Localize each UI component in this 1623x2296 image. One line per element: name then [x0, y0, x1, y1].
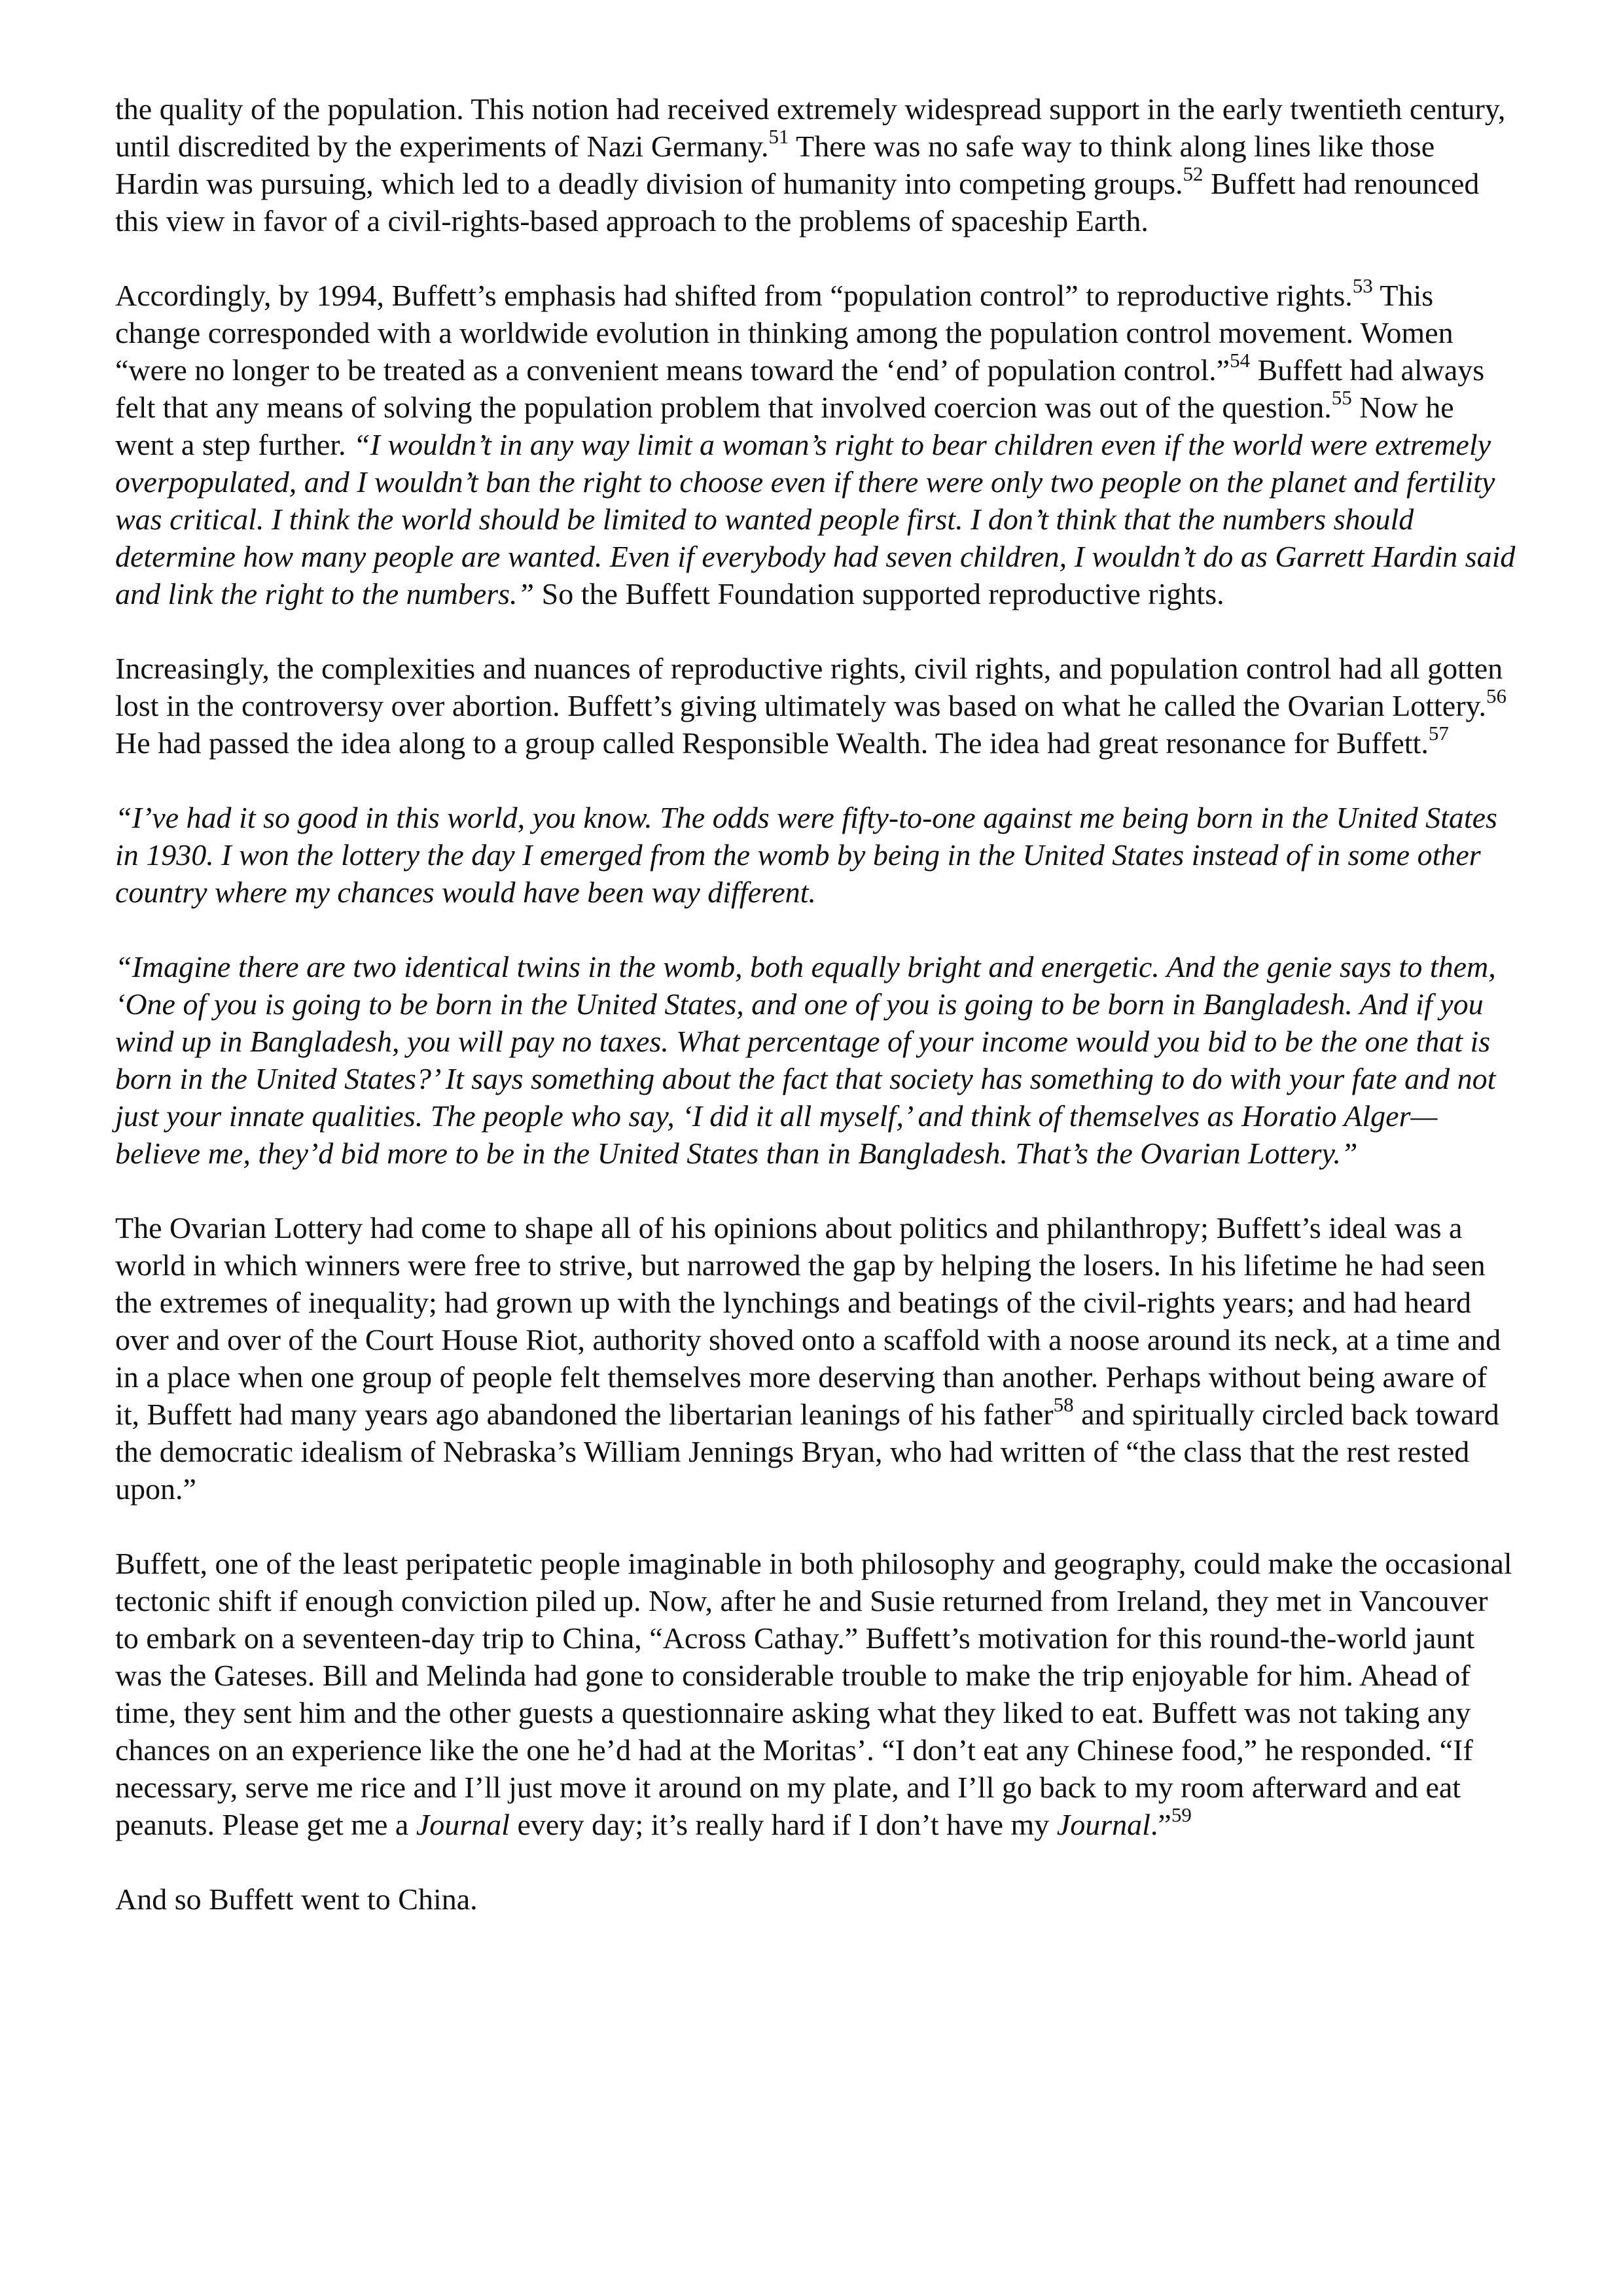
- footnote-ref: 53: [1352, 274, 1373, 297]
- text-run: Increasingly, the complexities and nuances of reproductive rights, civil rights, and population control had all gotten lost in the controversy over abortion. Buffett’s giving ultimately was based on what he called the Ovarian Lottery.: [115, 652, 1503, 722]
- text-run: and spiritually circled back toward the democratic idealism of Nebraska’s William Jennings Bryan, who had written of “the class that the rest rested upon.”: [115, 1398, 1499, 1506]
- footnote-ref: 57: [1428, 722, 1449, 745]
- text-run: This change corresponded with a worldwide evolution in thinking among the population control movement. Women “were no longer to be treated as a convenient means toward the ‘end’ of population control.”: [115, 279, 1454, 387]
- paragraph: [115, 274, 1516, 612]
- text-run: There was no safe way to think along lines like those Hardin was pursuing, which led to a deadly division of humanity into competing groups.: [115, 130, 1435, 200]
- text-run: .”: [1150, 1808, 1171, 1841]
- footnote-ref: 59: [1171, 1803, 1192, 1826]
- text-run: every day; it’s really hard if I don’t have my: [509, 1808, 1057, 1841]
- footnote-ref: 51: [768, 125, 789, 148]
- paragraph: [115, 1881, 1516, 1918]
- paragraph: [115, 1545, 1516, 1843]
- italic-text: Journal: [1056, 1808, 1150, 1841]
- italic-text: “I wouldn’t in any way limit a woman’s right to bear children even if the world were extremely overpopulated, and I wouldn’t ban the right to choose even if there were only two people on the planet and fertility was critical. I think the world should be limited to wanted people first. I don’t think that the numbers should determine how many people are wanted. Even if everybody had seven children, I wouldn’t do as Garrett Hardin said and link the right to the numbers.”: [115, 428, 1516, 610]
- text-run: the quality of the population. This notion had received extremely widespread support in the early twentieth century, until discredited by the experiments of Nazi Germany.: [115, 92, 1506, 163]
- quote-paragraph: [115, 948, 1516, 1172]
- text-run: Accordingly, by 1994, Buffett’s emphasis had shifted from “population control” to reproductive rights.: [115, 279, 1353, 312]
- footnote-ref: 58: [1053, 1393, 1074, 1416]
- footnote-ref: 56: [1486, 684, 1507, 707]
- text-run: So the Buffett Foundation supported reproductive rights.: [534, 577, 1224, 610]
- document-page: [115, 90, 1516, 1955]
- quote-paragraph: [115, 799, 1516, 911]
- italic-text: Journal: [416, 1808, 510, 1841]
- text-run: He had passed the idea along to a group called Responsible Wealth. The idea had great resonance for Buffett.: [115, 726, 1429, 760]
- italic-text: “I’ve had it so good in this world, you know. The odds were fifty-to-one against me being born in the United States in 1930. I won the lottery the day I emerged from the womb by being in the United States instead of in some other country where my chances would have been way different.: [115, 801, 1497, 909]
- text-run: Buffett had renounced this view in favor of a civil-rights-based approach to the problems of spaceship Earth.: [115, 167, 1480, 238]
- text-run: Now he went a step further.: [115, 391, 1454, 461]
- footnote-ref: 52: [1183, 162, 1204, 185]
- footnote-ref: 54: [1230, 349, 1251, 372]
- paragraph: [115, 1209, 1516, 1508]
- text-run: And so Buffett went to China.: [115, 1882, 478, 1916]
- paragraph: [115, 650, 1516, 762]
- paragraph: [115, 90, 1516, 239]
- text-run: The Ovarian Lottery had come to shape all of his opinions about politics and philanthropy; Buffett’s ideal was a world in which winners were free to strive, but narrowed the gap by helping the losers. In his lifetime he had seen the extremes of inequality; had grown up with the lynchings and beatings of the civil-rights years; and had heard over and over of the Court House Riot, authority shoved onto a scaffold with a noose around its neck, at a time and in a place when one group of people felt themselves more deserving than another. Perhaps without being aware of it, Buffett had many years ago abandoned the libertarian leanings of his father: [115, 1211, 1501, 1431]
- text-run: Buffett had always felt that any means of solving the population problem that involved coercion was out of the question.: [115, 353, 1485, 424]
- footnote-ref: 55: [1331, 386, 1352, 409]
- italic-text: “Imagine there are two identical twins in the womb, both equally bright and energetic. And the genie says to them, ‘One of you is going to be born in the United States, and one of you is going to be born in Bangladesh. And if you wind up in Bangladesh, you will pay no taxes. What percentage of your income would you bid to be the one that is born in the United States?’ It says something about the fact that society has something to do with your fate and not just your innate qualities. The people who say, ‘I did it all myself,’ and think of themselves as Horatio Alger—believe me, they’d bid more to be in the United States than in Bangladesh. That’s the Ovarian Lottery.”: [115, 950, 1496, 1170]
- text-run: Buffett, one of the least peripatetic people imaginable in both philosophy and geography, could make the occasional tectonic shift if enough conviction piled up. Now, after he and Susie returned from Ireland, they met in Vancouver to embark on a seventeen-day trip to China, “Across Cathay.” Buffett’s motivation for this round-the-world jaunt was the Gateses. Bill and Melinda had gone to considerable trouble to make the trip enjoyable for him. Ahead of time, they sent him and the other guests a questionnaire asking what they liked to eat. Buffett was not taking any chances on an experience like the one he’d had at the Moritas’. “I don’t eat any Chinese food,” he responded. “If necessary, serve me rice and I’ll just move it around on my plate, and I’ll go back to my room afterward and eat peanuts. Please get me a: [115, 1547, 1512, 1841]
